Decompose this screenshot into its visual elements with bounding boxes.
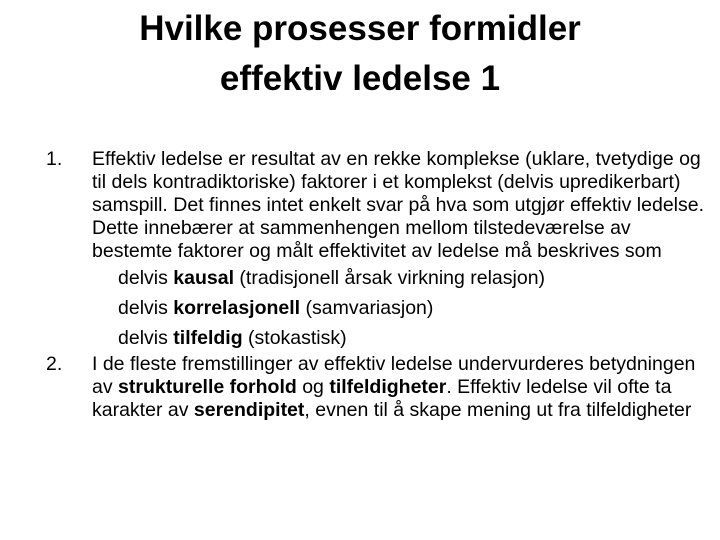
sub-item-suffix: (samvariasjon) — [300, 297, 434, 319]
keyword-strukturelle-forhold: strukturelle forhold — [118, 376, 297, 398]
sub-item-keyword: korrelasjonell — [173, 297, 301, 319]
sub-item-tilfeldig — [92, 323, 706, 353]
title-line-2: effektiv ledelse 1 — [219, 59, 501, 98]
slide-title — [60, 4, 660, 104]
sub-item-prefix: delvis — [118, 297, 174, 319]
title-line-1: Hvilke prosesser formidler — [139, 9, 581, 48]
sub-item-prefix: delvis — [118, 327, 174, 349]
sub-item-prefix: delvis — [118, 267, 174, 289]
item-number: 1. — [46, 148, 63, 170]
item-number: 2. — [46, 353, 63, 375]
sub-item-keyword: tilfeldig — [173, 327, 243, 349]
sub-item-suffix: (stokastisk) — [242, 327, 347, 349]
sub-item-suffix: (tradisjonell årsak virkning relasjon) — [234, 267, 546, 289]
item-text-part: , evnen til å skape mening ut fra tilfeldigheter — [304, 399, 692, 421]
slide-body — [46, 148, 706, 422]
item-text-part: I de fleste fremstillinger av effektiv ledelse undervurderes betydningen av — [92, 353, 696, 398]
item-text-part: og — [296, 376, 330, 398]
list-item-2 — [46, 353, 706, 422]
item-text: Effektiv ledelse er resultat av en rekke komplekse (uklare, tvetydige og til dels kontradiktoriske) faktorer i et komplekst (delvis upredikerbart) samspill. Det finnes intet enkelt svar på hva som utgjør effektiv ledelse. Dette innebærer at sammenhengen mellom tilstedeværelse av bestemte faktorer og målt effektivitet av ledelse må beskrives som — [92, 148, 705, 262]
sub-item-korrelasjonell — [92, 293, 706, 323]
sub-item-keyword: kausal — [173, 267, 234, 289]
keyword-serendipitet: serendipitet — [193, 399, 305, 421]
keyword-tilfeldigheter: tilfeldigheter — [329, 376, 447, 398]
sub-item-kausal — [92, 263, 706, 293]
list-item-1 — [46, 148, 706, 353]
item-text-part: . Effektiv ledelse vil ofte ta karakter av — [92, 376, 672, 421]
